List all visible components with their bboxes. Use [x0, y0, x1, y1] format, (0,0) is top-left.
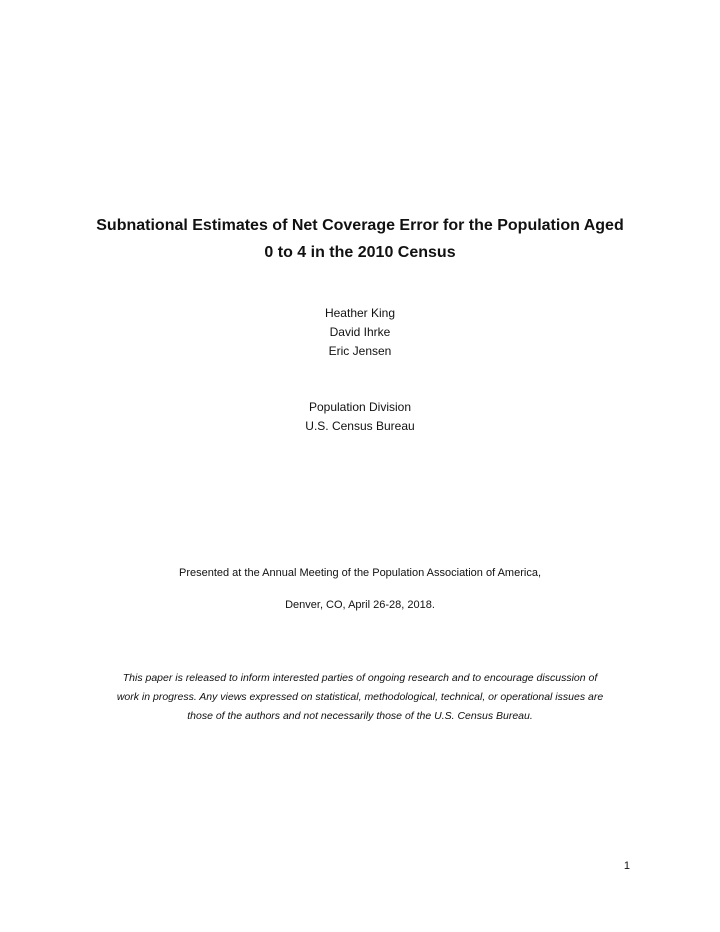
disclaimer-line: those of the authors and not necessarily those of the U.S. Census Bureau.	[187, 710, 533, 722]
author-name: Eric Jensen	[328, 344, 392, 358]
affiliation	[0, 398, 720, 436]
author-name: Heather King	[324, 306, 396, 320]
presentation-note: Presented at the Annual Meeting of the Population Association of America,	[178, 567, 541, 579]
page-number: 1	[623, 860, 630, 872]
presentation-location-date: Denver, CO, April 26-28, 2018.	[285, 599, 435, 611]
paper-title-line-2: 0 to 4 in the 2010 Census	[264, 244, 456, 261]
author-list	[0, 304, 720, 361]
affiliation-organization: U.S. Census Bureau	[305, 419, 415, 433]
disclaimer	[80, 669, 640, 726]
affiliation-division: Population Division	[308, 400, 412, 414]
disclaimer-line: work in progress. Any views expressed on statistical, methodological, technical, or operational issues are	[116, 691, 604, 703]
paper-title	[70, 212, 650, 266]
author-name: David Ihrke	[329, 325, 391, 339]
disclaimer-line: This paper is released to inform interested parties of ongoing research and to encourage discussion of	[122, 672, 598, 684]
paper-title-line-1: Subnational Estimates of Net Coverage Error for the Population Aged	[96, 217, 624, 234]
